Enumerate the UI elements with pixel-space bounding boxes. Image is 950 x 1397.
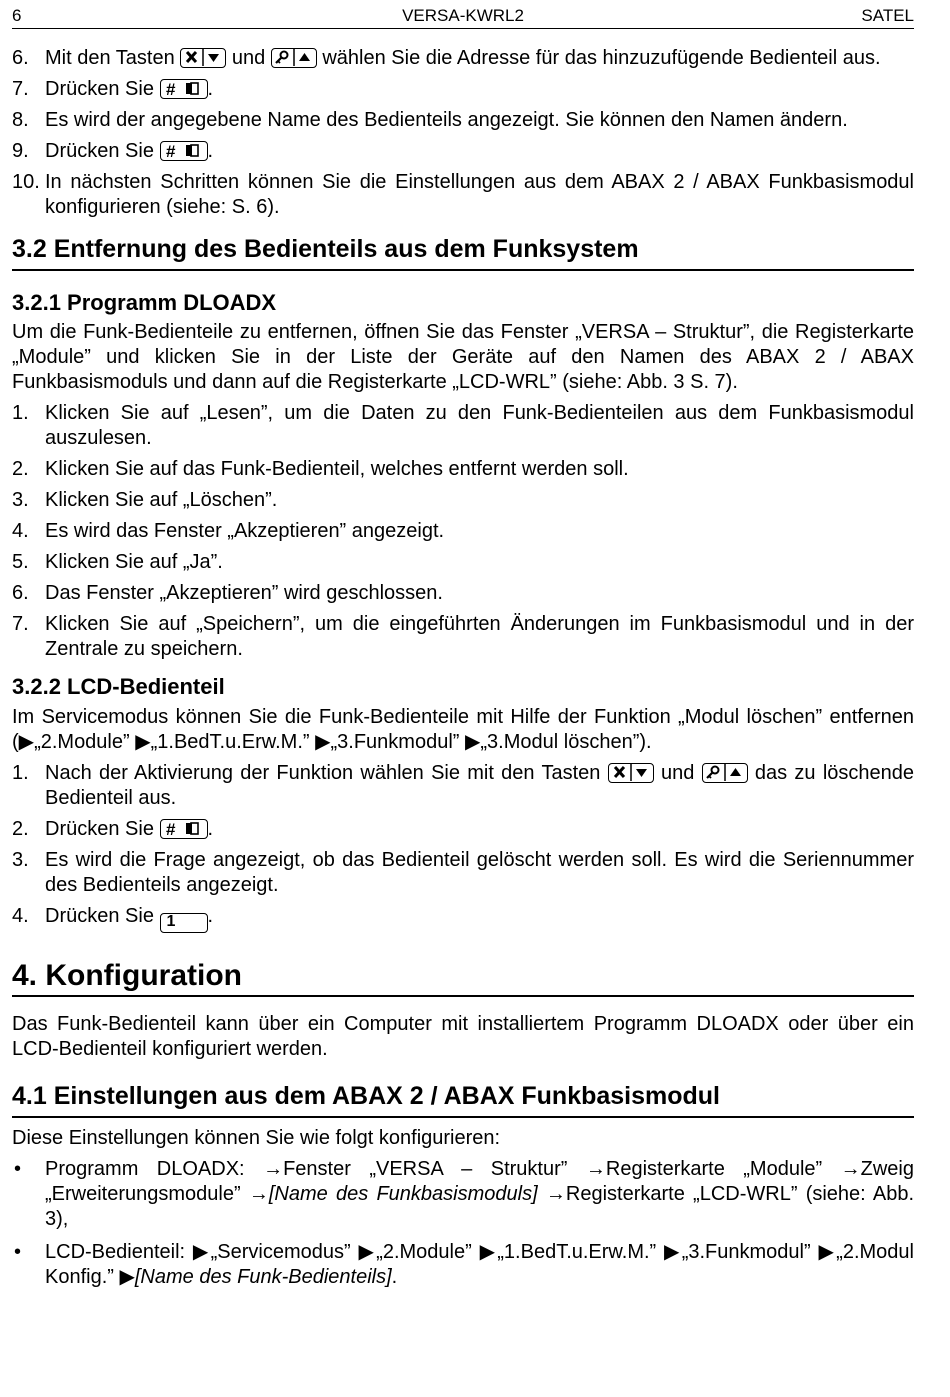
- page-header: [12, 0, 914, 29]
- list-item: [12, 108, 914, 133]
- triangle-icon: ▶: [479, 1241, 498, 1263]
- text-span: Im Servicemodus können Sie die Funk-Bedienteile mit Hilfe der Funktion „Modul löschen” entfernen (: [12, 706, 914, 753]
- svg-text:#: #: [165, 80, 175, 97]
- list-item: 2. Drücken Sie # .: [12, 818, 214, 840]
- hash-key-icon: [160, 141, 208, 161]
- text-span: „2.Module”: [376, 1241, 480, 1263]
- text-span: 10.: [12, 171, 40, 193]
- text-span: Drücken Sie: [45, 78, 154, 100]
- text-span: Registerkarte „Module”: [605, 1158, 841, 1180]
- document-page: [12, 0, 914, 1296]
- text-span: „2.Modul Konfig.”: [45, 1241, 914, 1288]
- text-span: [Name des Funk-Bedienteils]: [134, 1266, 392, 1288]
- text-span: 3.: [12, 849, 29, 871]
- text-span: Nach der Aktivierung der Funktion wählen Sie mit den Tasten: [45, 762, 601, 784]
- list-item: [12, 170, 914, 220]
- text-span: 8.: [12, 109, 29, 131]
- paragraph: Das Funk-Bedienteil kann über ein Computer mit installiertem Programm DLOADX oder über ein LCD-Bedienteil konfiguriert werden.: [12, 1013, 914, 1060]
- text-span: 7.: [12, 613, 29, 635]
- arrow-icon: →: [248, 1183, 269, 1205]
- steps-list-lcd: [12, 761, 914, 933]
- page-number: 6: [12, 6, 22, 25]
- text-span: und: [660, 762, 695, 784]
- triangle-icon: ▶: [664, 1241, 682, 1263]
- text-span: „3.Funkmodul”: [681, 1241, 819, 1263]
- text-span: Klicken Sie auf „Ja”.: [45, 551, 223, 573]
- text-span: Klicken Sie auf das Funk-Bedienteil, welches entfernt werden soll.: [45, 458, 629, 480]
- list-item: [12, 612, 914, 662]
- arrow-icon: →: [263, 1158, 284, 1180]
- text-span: 2.: [12, 818, 29, 840]
- text-span: 1.: [12, 762, 29, 784]
- text-span: „3.Funkmodul”: [330, 731, 465, 753]
- list-item: [12, 488, 914, 513]
- list-item: [12, 550, 914, 575]
- list-item: 9. Drücken Sie # .: [12, 140, 214, 162]
- section-heading-3-2: 3.2 Entfernung des Bedienteils aus dem Funksystem: [12, 234, 914, 271]
- text-span: LCD-Bedienteil:: [45, 1241, 193, 1263]
- text-span: „3.Modul löschen”: [480, 731, 640, 753]
- document-title: VERSA-KWRL2: [402, 6, 524, 25]
- triangle-icon: ▶: [818, 1241, 837, 1263]
- list-item: [12, 1240, 914, 1290]
- x-down-key-icon: [180, 48, 226, 68]
- text-span: das zu löschende Bedienteil aus.: [45, 762, 915, 809]
- paragraph: Um die Funk-Bedienteile zu entfernen, öffnen Sie das Fenster „VERSA – Struktur”, die Registerkarte „Module” und klicken Sie in der Liste der Geräte auf den Namen des ABAX 2 / ABAX Funkbasismoduls und dann auf die Registerkarte „LCD-WRL” (siehe: Abb. 3 S. 7).: [12, 321, 914, 393]
- text-span: „Servicemodus”: [210, 1241, 359, 1263]
- text-span: 7.: [12, 78, 29, 100]
- text-span: „1.BedT.u.Erw.M.”: [497, 1241, 665, 1263]
- text-span: 4.: [12, 520, 29, 542]
- text-span: 5.: [12, 551, 29, 573]
- list-item: [12, 457, 914, 482]
- text-span: Klicken Sie auf „Speichern”, um die eingeführten Änderungen im Funkbasismodul und in der Zentrale zu speichern.: [45, 613, 914, 660]
- triangle-icon: ▶: [119, 1266, 135, 1288]
- triangle-icon: ▶: [135, 731, 151, 753]
- text-span: 3.: [12, 489, 29, 511]
- text-span: Das Fenster „Akzeptieren” wird geschlossen.: [45, 582, 443, 604]
- text-span: Klicken Sie auf „Lesen”, um die Daten zu den Funk-Bedienteilen aus dem Funkbasismodul auszulesen.: [45, 402, 914, 449]
- text-span: ).: [639, 731, 652, 753]
- list-item: 4. Drücken Sie 1 .: [12, 904, 914, 933]
- list-item: [12, 761, 914, 811]
- text-span: Mit den Tasten: [45, 47, 175, 69]
- bullet-icon: •: [14, 1158, 22, 1180]
- list-item: [12, 519, 914, 544]
- text-span: „1.BedT.u.Erw.M.”: [150, 731, 316, 753]
- list-item: [12, 848, 914, 898]
- list-item: [12, 581, 914, 606]
- subsection-heading-3-2-2: 3.2.2 LCD-Bedienteil: [12, 674, 225, 699]
- hash-key-icon: [160, 819, 208, 839]
- text-span: Es wird der angegebene Name des Bedienteils angezeigt. Sie können den Namen ändern.: [45, 109, 848, 131]
- paragraph: [12, 705, 914, 755]
- svg-text:#: #: [165, 820, 175, 837]
- key-up-key-icon: [702, 763, 748, 783]
- x-down-key-icon: [608, 763, 654, 783]
- text-span: 2.: [12, 458, 29, 480]
- text-span: wählen Sie die Adresse für das hinzuzufügende Bedienteil aus.: [322, 47, 881, 69]
- triangle-icon: ▶: [358, 1241, 377, 1263]
- text-span: Drücken Sie: [45, 905, 154, 927]
- text-span: „2.Module”: [34, 731, 136, 753]
- steps-list-dloadx: [12, 401, 914, 662]
- text-span: 6.: [12, 47, 29, 69]
- arrow-icon: →: [545, 1183, 566, 1205]
- hash-key-icon: [160, 79, 208, 99]
- svg-text:#: #: [165, 142, 175, 159]
- arrow-icon: →: [585, 1158, 606, 1180]
- text-span: Es wird die Frage angezeigt, ob das Bedienteil gelöscht werden soll. Es wird die Seriennummer des Bedienteils angezeigt.: [45, 849, 914, 896]
- triangle-icon: ▶: [18, 731, 35, 753]
- triangle-icon: ▶: [315, 731, 331, 753]
- paragraph: Diese Einstellungen können Sie wie folgt konfigurieren:: [12, 1127, 501, 1149]
- text-span: [538, 1183, 546, 1205]
- text-span: Registerkarte „LCD-WRL” (siehe: Abb. 3),: [45, 1183, 915, 1230]
- bullet-icon: •: [14, 1241, 22, 1263]
- key-up-key-icon: [271, 48, 317, 68]
- text-span: Drücken Sie: [45, 818, 154, 840]
- text-span: Drücken Sie: [45, 140, 154, 162]
- text-span: Programm DLOADX:: [45, 1158, 264, 1180]
- list-item: [12, 1157, 914, 1232]
- text-span: und: [231, 47, 266, 69]
- text-span: Fenster „VERSA – Struktur”: [283, 1158, 586, 1180]
- list-item: [12, 401, 914, 451]
- text-span: 6.: [12, 582, 29, 604]
- text-span: In nächsten Schritten können Sie die Einstellungen aus dem ABAX 2 / ABAX Funkbasismodul konfigurieren (siehe: S. 6).: [45, 171, 914, 218]
- triangle-icon: ▶: [465, 731, 481, 753]
- list-item: 7. Drücken Sie # .: [12, 78, 214, 100]
- text-span: Es wird das Fenster „Akzeptieren” angezeigt.: [45, 520, 445, 542]
- text-span: Zweig „Erweiterungsmodule”: [45, 1158, 914, 1205]
- text-span: [Name des Funkbasismoduls]: [268, 1183, 538, 1205]
- list-item: [12, 46, 914, 71]
- brand-name: SATEL: [861, 6, 914, 25]
- bullet-list: [12, 1157, 914, 1290]
- arrow-icon: →: [840, 1158, 861, 1180]
- text-span: 1.: [12, 402, 29, 424]
- triangle-icon: ▶: [192, 1241, 211, 1263]
- text-span: 9.: [12, 140, 29, 162]
- one-key-icon: 1: [160, 913, 208, 933]
- subsection-heading-3-2-1: 3.2.1 Programm DLOADX: [12, 290, 277, 315]
- section-heading-4-1: 4.1 Einstellungen aus dem ABAX 2 / ABAX Funkbasismodul: [12, 1081, 914, 1118]
- text-span: .: [391, 1266, 398, 1288]
- text-span: 4.: [12, 905, 29, 927]
- text-span: Klicken Sie auf „Löschen”.: [45, 489, 278, 511]
- steps-list-add: [12, 46, 914, 220]
- section-heading-4: 4. Konfiguration: [12, 959, 914, 997]
